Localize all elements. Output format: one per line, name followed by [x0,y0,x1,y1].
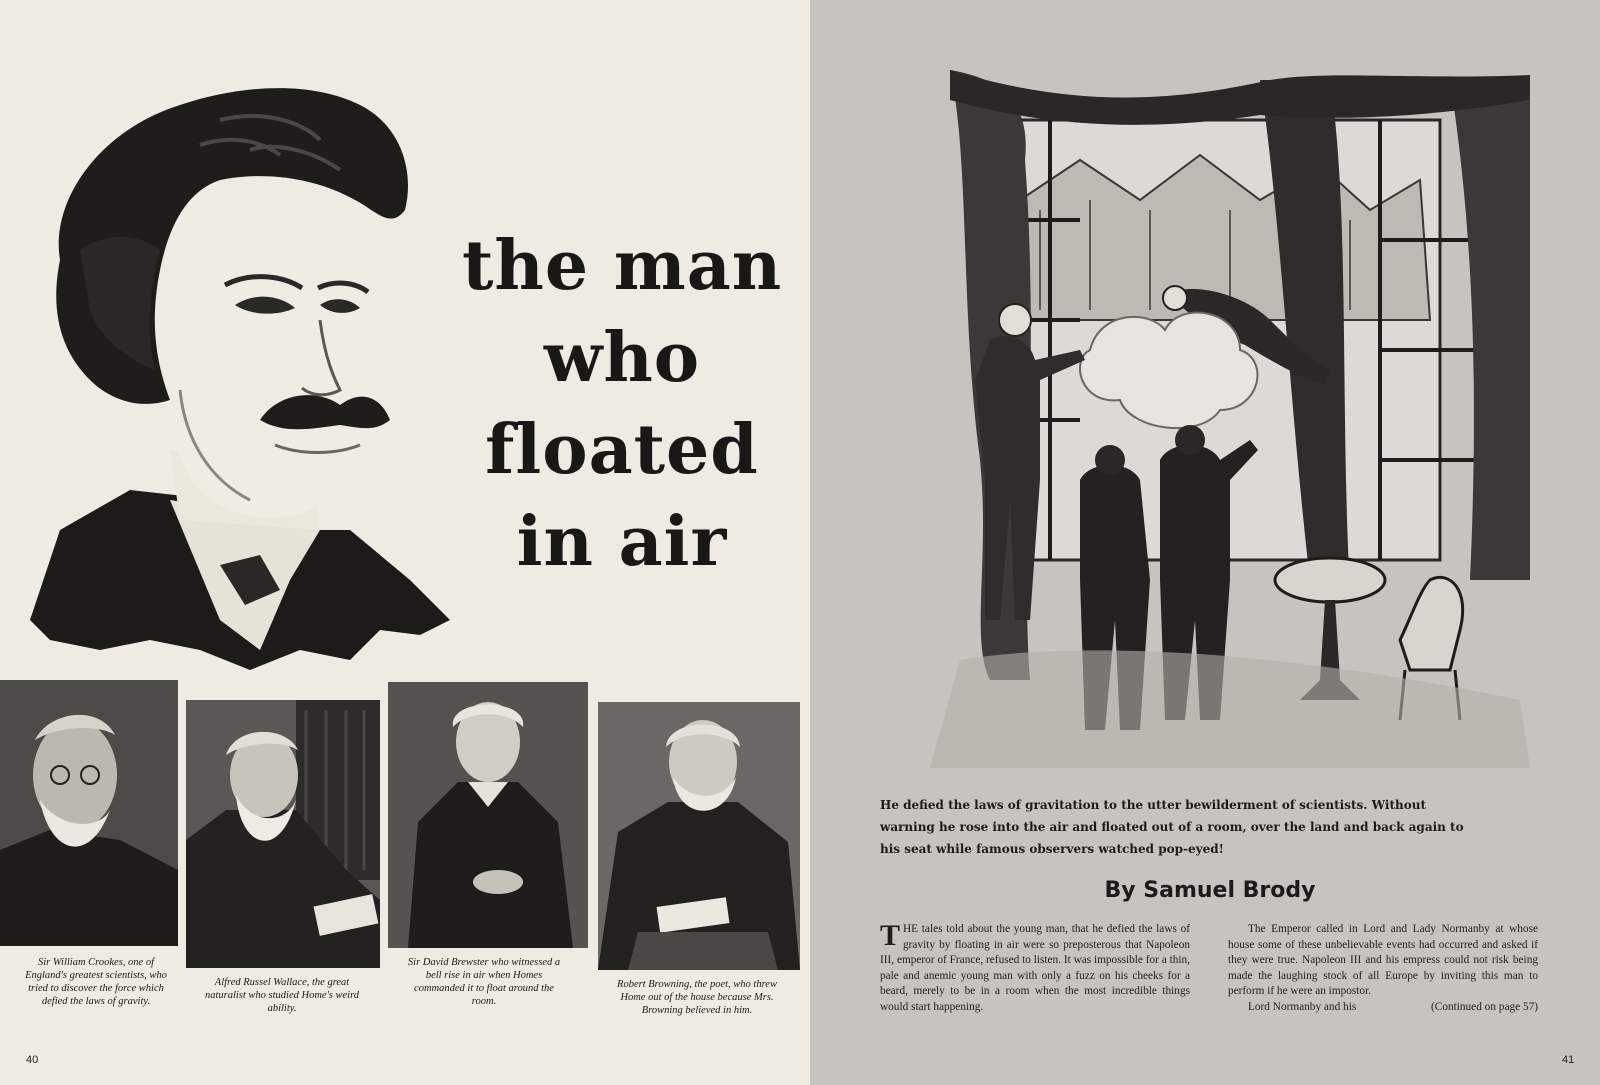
photo-crookes [0,680,178,946]
photo-browning [598,702,800,970]
article-title [462,220,782,588]
levitation-illustration [930,60,1532,768]
photo-brewster [388,682,588,948]
body-text [1228,1000,1538,1016]
continued-note: (Continued on page 57) [1431,1000,1538,1013]
photo-wallace [186,700,380,968]
portrait-illustration [20,60,460,680]
title-line: in air [516,502,728,582]
page-number: 40 [26,1054,39,1066]
photo-caption: Sir David Brewster who witnessed a bell rise in air when Homes commanded it to float around the room. [407,957,561,1007]
byline: By Samuel Brody [1104,878,1316,903]
article-deck: He defied the laws of gravitation to the utter bewilderment of scientists. Without warning he rose into the air and floated out of a room, over the land and back again to his seat while famous observers watched pop-eyed! [880,798,1464,856]
photo-caption: Alfred Russel Wallace, the great naturalist who studied Home's weird ability. [204,977,360,1014]
body-text: The Emperor called in Lord and Lady Normanby at whose house some of these unbelievable events had occurred and asked if they were true. Napoleon III and his empress could not risk being made the laughing stock of all Europe by inviting this man to perform if he were an impostor. [1228,923,1538,997]
right-page [810,0,1600,1085]
body-text-fragment: Lord Normanby and his [1248,1000,1357,1013]
article-column-1 [880,919,1190,1015]
body-text: HE tales told about the young man, that he defied the laws of gravity by floating in air were so preposterous that Napoleon III, emperor of France, refused to listen. It was impossible for a thin, pale and anemic young man with only a fuzz on his cheeks for a beard, merely to be in a room when the most incredible things would start happening. [880,923,1190,1013]
title-line: floated [485,410,759,490]
drop-cap: T [880,919,901,952]
article-column-2 [1228,922,1538,1015]
title-line: who [543,318,701,398]
title-line: the man [462,226,783,306]
page-number: 41 [1562,1054,1575,1066]
photo-caption: Robert Browning, the poet, who threw Home out of the house because Mrs. Browning believed in him. [617,979,777,1016]
photo-caption: Sir William Crookes, one of England's greatest scientists, who tried to discover the force which defied the laws of gravity. [25,957,167,1007]
